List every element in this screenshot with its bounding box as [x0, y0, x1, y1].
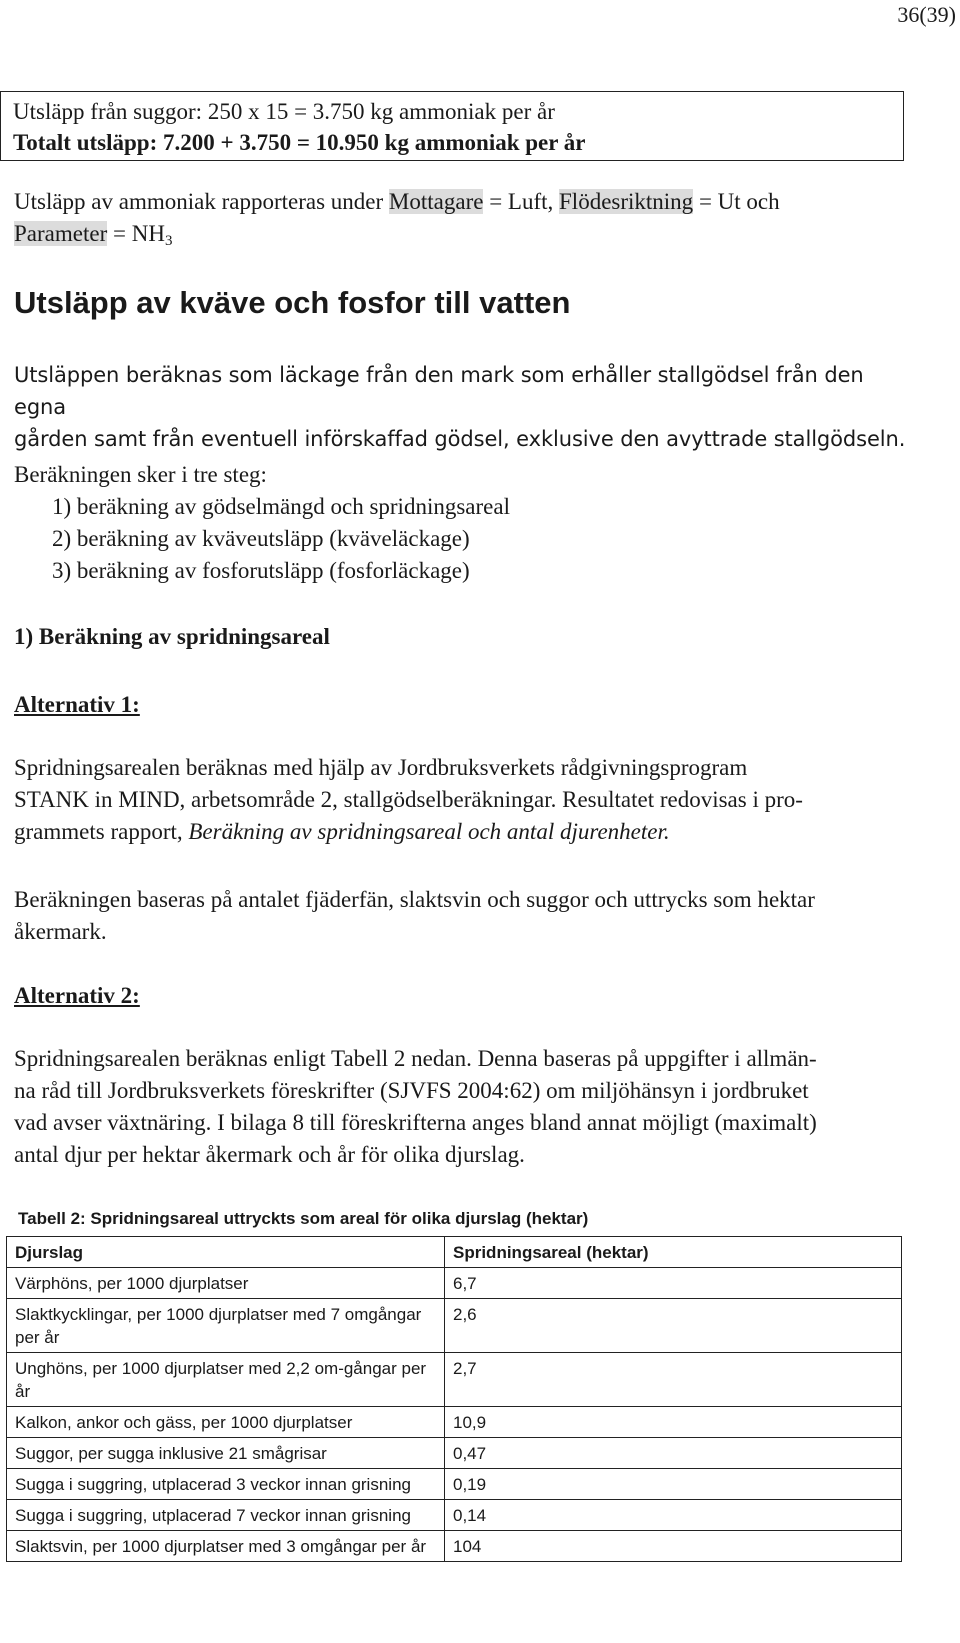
table-row	[7, 1268, 902, 1299]
area-cell: 104	[445, 1531, 902, 1562]
spreading-area-table	[6, 1236, 902, 1562]
nh3-subscript: 3	[164, 233, 173, 249]
total-emission-line: Totalt utsläpp: 7.200 + 3.750 = 10.950 kg ammoniak per år	[13, 130, 586, 155]
field-mottagare: Mottagare	[388, 189, 484, 214]
alt1-line: Spridningsarealen beräknas med hjälp av Jordbruksverkets rådgivningsprogram	[14, 755, 748, 780]
step-item: 3) beräkning av fosforutsläpp (fosforläckage)	[52, 558, 470, 583]
area-cell: 10,9	[445, 1407, 902, 1438]
alt1-basis-line: Beräkningen baseras på antalet fjäderfän, slaktsvin och suggor och uttrycks som hektar	[14, 887, 815, 912]
section-heading: Utsläpp av kväve och fosfor till vatten	[14, 285, 571, 320]
header-djurslag: Djurslag	[7, 1237, 445, 1268]
table-header-row	[7, 1237, 902, 1268]
animal-cell: Slaktsvin, per 1000 djurplatser med 3 omgångar per år	[7, 1531, 445, 1562]
animal-cell: Sugga i suggring, utplacerad 7 veckor innan grisning	[7, 1500, 445, 1531]
animal-cell: Sugga i suggring, utplacerad 3 veckor innan grisning	[7, 1469, 445, 1500]
reporting-mid2: = Ut och	[693, 189, 780, 214]
intro-paragraph	[14, 359, 914, 455]
steps-lead: Beräkningen sker i tre steg:	[14, 462, 267, 487]
step-item: 1) beräkning av gödselmängd och spridningsareal	[52, 494, 510, 519]
sow-emission-line: Utsläpp från suggor: 250 x 15 = 3.750 kg ammoniak per år	[13, 99, 555, 124]
table-row	[7, 1469, 902, 1500]
field-flodesriktning: Flödesriktning	[559, 189, 694, 214]
alt1-basis-line: åkermark.	[14, 919, 107, 944]
steps-list	[14, 459, 914, 587]
table-row	[7, 1500, 902, 1531]
area-cell: 0,14	[445, 1500, 902, 1531]
page-number: 36(39)	[897, 2, 956, 27]
animal-cell: Slaktkycklingar, per 1000 djurplatser med 7 omgångar per år	[7, 1299, 445, 1353]
table-row	[7, 1299, 902, 1353]
section1-title: 1) Beräkning av spridningsareal	[14, 624, 330, 649]
table-caption: Tabell 2: Spridningsareal uttryckts som areal för olika djurslag (hektar)	[18, 1209, 589, 1228]
alt2-paragraph	[14, 1043, 914, 1171]
area-cell: 2,7	[445, 1353, 902, 1407]
report-title: Beräkning av spridningsareal och antal djurenheter.	[188, 819, 670, 844]
intro-line: Utsläppen beräknas som läckage från den mark som erhåller stallgödsel från den egna	[14, 363, 864, 419]
alt2-line: Spridningsarealen beräknas enligt Tabell 2 nedan. Denna baseras på uppgifter i allmän-	[14, 1046, 817, 1071]
alt2-line: na råd till Jordbruksverkets föreskrifter (SJVFS 2004:62) om miljöhänsyn i jordbruket	[14, 1078, 809, 1103]
animal-cell: Suggor, per sugga inklusive 21 smågrisar	[7, 1438, 445, 1469]
alt1-paragraph	[14, 752, 914, 848]
reporting-prefix: Utsläpp av ammoniak rapporteras under	[14, 189, 389, 214]
reporting-paragraph	[14, 186, 914, 257]
alternative-1-title: Alternativ 1:	[14, 692, 140, 717]
table-row	[7, 1353, 902, 1407]
step-item: 2) beräkning av kväveutsläpp (kväveläckage)	[52, 526, 470, 551]
intro-line: gården samt från eventuell införskaffad gödsel, exklusive den avyttrade stallgödseln.	[14, 427, 906, 451]
alt2-line: antal djur per hektar åkermark och år för olika djurslag.	[14, 1142, 525, 1167]
table-row	[7, 1531, 902, 1562]
table-row	[7, 1407, 902, 1438]
reporting-mid1: = Luft,	[483, 189, 560, 214]
alt2-line: vad avser växtnäring. I bilaga 8 till föreskrifterna anges bland annat möjligt (maximalt)	[14, 1110, 817, 1135]
area-cell: 0,19	[445, 1469, 902, 1500]
alt1-basis-paragraph	[14, 884, 914, 948]
alt1-line: grammets rapport,	[14, 819, 189, 844]
area-cell: 2,6	[445, 1299, 902, 1353]
field-parameter: Parameter	[14, 221, 108, 246]
alt1-line: STANK in MIND, arbetsområde 2, stallgödselberäkningar. Resultatet redovisas i pro-	[14, 787, 803, 812]
alternative-2-title: Alternativ 2:	[14, 983, 140, 1008]
area-cell: 0,47	[445, 1438, 902, 1469]
animal-cell: Värphöns, per 1000 djurplatser	[7, 1268, 445, 1299]
table-row	[7, 1438, 902, 1469]
header-spridningsareal: Spridningsareal (hektar)	[445, 1237, 902, 1268]
emission-summary-box	[0, 91, 904, 161]
animal-cell: Kalkon, ankor och gäss, per 1000 djurplatser	[7, 1407, 445, 1438]
area-cell: 6,7	[445, 1268, 902, 1299]
animal-cell: Unghöns, per 1000 djurplatser med 2,2 om-gångar per år	[7, 1353, 445, 1407]
reporting-mid3: = NH	[107, 221, 165, 246]
